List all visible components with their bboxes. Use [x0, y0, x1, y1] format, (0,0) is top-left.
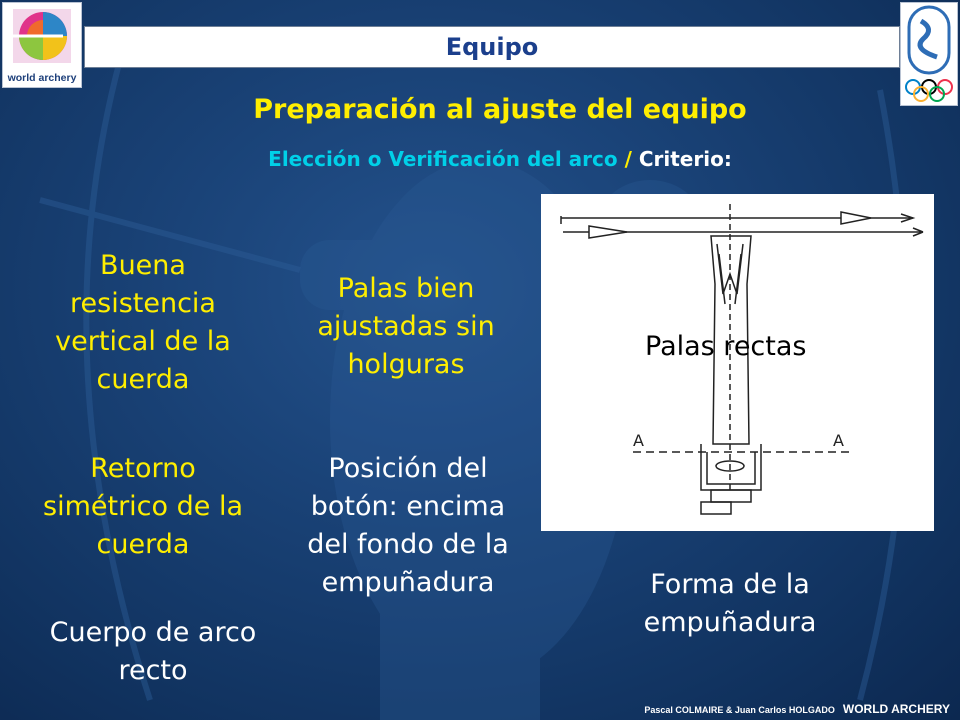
- criterion-button-position: Posición del botón: encima del fondo de la empuñadura: [307, 453, 509, 598]
- header-title: Equipo: [445, 33, 539, 61]
- criterion-grip-shape: Forma de la empuñadura: [643, 569, 817, 638]
- subtitle-colon: :: [723, 147, 732, 171]
- subtitle-separator: /: [617, 147, 639, 171]
- section-marker-right: A: [833, 431, 844, 450]
- world-archery-logo: [2, 2, 82, 88]
- olympic-rings-icon: [901, 3, 957, 105]
- footer: [644, 700, 950, 718]
- bow-limbs-diagram-icon: [541, 194, 934, 531]
- world-archery-logo-text: world archery: [7, 72, 77, 84]
- subtitle-part1: Elección o Verificación del arco: [268, 147, 618, 171]
- header-bar: [84, 26, 900, 68]
- criterion-string-return: Retorno simétrico de la cuerda: [43, 453, 243, 560]
- section-marker-left: A: [633, 431, 644, 450]
- slide-title: Preparación al ajuste del equipo: [253, 94, 747, 125]
- footer-authors: Pascal COLMAIRE & Juan Carlos HOLGADO: [644, 705, 835, 715]
- world-archery-emblem-icon: [3, 3, 81, 69]
- olympic-logo: [900, 2, 958, 106]
- footer-org: WORLD ARCHERY: [842, 702, 950, 716]
- criterion-riser-straight: Cuerpo de arco recto: [49, 617, 257, 686]
- criterion-string-vertical: Buena resistencia vertical de la cuerda: [55, 250, 231, 395]
- criterion-limbs-fitted: Palas bien ajustadas sin holguras: [317, 273, 495, 380]
- bow-diagram: [541, 194, 934, 531]
- slide-subtitle: [90, 147, 910, 171]
- subtitle-part2: Criterio: [638, 147, 724, 171]
- diagram-label: Palas rectas: [645, 331, 807, 362]
